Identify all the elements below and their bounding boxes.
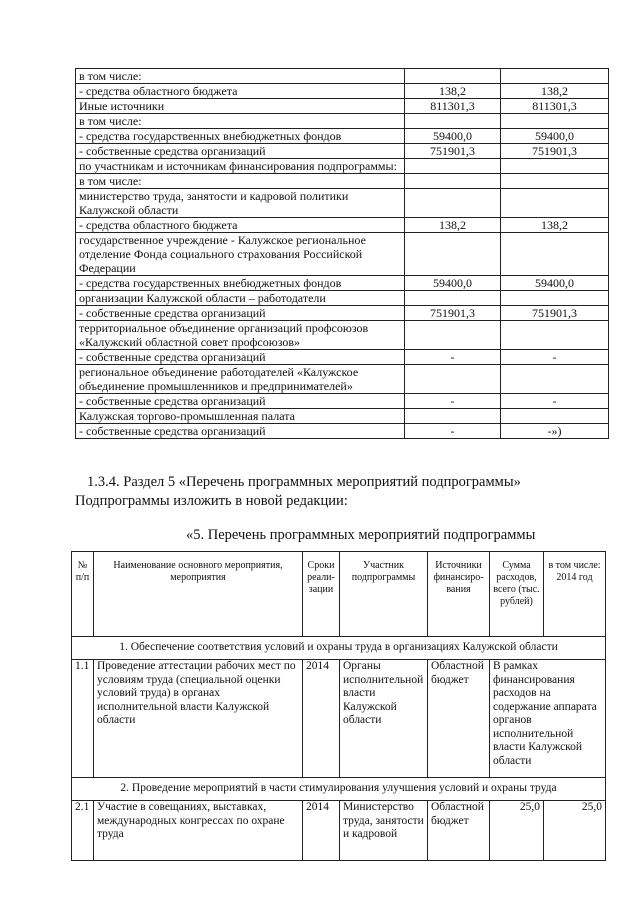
row-source: Областной бюджет	[428, 660, 490, 778]
row-value-total	[405, 189, 501, 218]
row-value-2014	[501, 69, 609, 84]
row-value-2014	[501, 174, 609, 189]
table-row	[76, 424, 609, 439]
row-term: 2014	[303, 801, 340, 861]
table-row	[76, 114, 609, 129]
row-label: территориальное объединение организаций профсоюзов «Калужский областной совет профсоюзов»	[76, 321, 405, 350]
section-heading: «5. Перечень программных мероприятий подпрограммы	[186, 527, 536, 543]
row-label: в том числе:	[76, 69, 405, 84]
row-value-2014: 751901,3	[501, 144, 609, 159]
row-value-2014: 59400,0	[501, 276, 609, 291]
row-amount: В рамках финансирования расходов на содержание аппарата органов исполнительной власти Калужской области	[490, 660, 606, 778]
row-value-total	[405, 114, 501, 129]
row-value-2014	[501, 114, 609, 129]
table-row	[72, 660, 606, 778]
row-label: - средства областного бюджета	[76, 84, 405, 99]
row-label: - средства областного бюджета	[76, 218, 405, 233]
row-value-total	[405, 69, 501, 84]
row-source: Областной бюджет	[428, 801, 490, 861]
col-header-participant: Участник подпрограммы	[340, 552, 428, 637]
table-row	[76, 159, 609, 174]
row-value-2014	[501, 189, 609, 218]
row-label: - собственные средства организаций	[76, 306, 405, 321]
row-value-total	[405, 365, 501, 394]
row-value-total	[405, 291, 501, 306]
row-value-2014	[501, 365, 609, 394]
table-row	[76, 144, 609, 159]
table-header-row	[72, 552, 606, 637]
table-row	[76, 409, 609, 424]
table-row	[76, 69, 609, 84]
row-label: министерство труда, занятости и кадровой политики Калужской области	[76, 189, 405, 218]
row-name: Проведение аттестации рабочих мест по условиям труда (специальной оценки условий труда) в органах исполнительной власти Калужской области	[94, 660, 303, 778]
row-label: Калужская торгово-промышленная палата	[76, 409, 405, 424]
row-value-2014: -»)	[501, 424, 609, 439]
row-participant: Органы исполнительной власти Калужской области	[340, 660, 428, 778]
section-row	[72, 778, 606, 801]
row-participant: Министерство труда, занятости и кадровой	[340, 801, 428, 861]
row-label: - средства государственных внебюджетных фондов	[76, 276, 405, 291]
table-row	[76, 276, 609, 291]
col-header-name: Наименование основного мероприятия, мероприятия	[94, 552, 303, 637]
table-row	[76, 174, 609, 189]
table-row	[76, 365, 609, 394]
col-header-total: Сумма расходов, всего (тыс. рублей)	[490, 552, 544, 637]
row-value-total	[405, 321, 501, 350]
row-term: 2014	[303, 660, 340, 778]
row-total: 25,0	[490, 801, 544, 861]
table-row	[76, 291, 609, 306]
row-label: - собственные средства организаций	[76, 144, 405, 159]
row-value-2014: 751901,3	[501, 306, 609, 321]
row-value-total: 138,2	[405, 218, 501, 233]
row-value-total: 59400,0	[405, 276, 501, 291]
row-value-2014: 138,2	[501, 218, 609, 233]
section-title: 2. Проведение мероприятий в части стимулирования улучшения условий и охраны труда	[72, 778, 606, 801]
table-row	[76, 189, 609, 218]
row-value-2014: -	[501, 350, 609, 365]
row-label: государственное учреждение - Калужское региональное отделение Фонда социального страхования Российской Федерации	[76, 233, 405, 276]
row-value-total	[405, 233, 501, 276]
row-value-total: -	[405, 350, 501, 365]
row-value-2014	[501, 291, 609, 306]
row-value-2014: 138,2	[501, 84, 609, 99]
row-value-total: 751901,3	[405, 306, 501, 321]
table-row	[76, 233, 609, 276]
row-value-total: 138,2	[405, 84, 501, 99]
row-value-total	[405, 174, 501, 189]
row-value-total: 811301,3	[405, 99, 501, 114]
row-value-2014	[501, 409, 609, 424]
row-value-total	[405, 159, 501, 174]
row-name: Участие в совещаниях, выставках, международных конгрессах по охране труда	[94, 801, 303, 861]
row-label: организации Калужской области – работодатели	[76, 291, 405, 306]
amendment-paragraph: 1.3.4. Раздел 5 «Перечень программных мероприятий подпрограммы» Подпрограммы изложить в новой редакции:	[75, 474, 521, 509]
row-label: - собственные средства организаций	[76, 350, 405, 365]
col-header-2014: в том числе: 2014 год	[544, 552, 606, 637]
table-row	[76, 99, 609, 114]
row-label: Иные источники	[76, 99, 405, 114]
row-value-total: -	[405, 424, 501, 439]
row-label: - собственные средства организаций	[76, 394, 405, 409]
funding-table	[75, 68, 609, 439]
row-num: 2.1	[72, 801, 94, 861]
row-value-2014: -	[501, 394, 609, 409]
row-label: региональное объединение работодателей «Калужское объединение промышленников и предпринимателей»	[76, 365, 405, 394]
row-label: в том числе:	[76, 174, 405, 189]
table-row	[76, 350, 609, 365]
row-value-total	[405, 409, 501, 424]
table-row	[76, 306, 609, 321]
row-value-2014: 59400,0	[501, 129, 609, 144]
col-header-source: Источники финансиро-вания	[428, 552, 490, 637]
row-value-total: 59400,0	[405, 129, 501, 144]
row-label: по участникам и источникам финансирования подпрограммы:	[76, 159, 405, 174]
row-label: - собственные средства организаций	[76, 424, 405, 439]
row-value-total: 751901,3	[405, 144, 501, 159]
table-row	[76, 129, 609, 144]
table-row	[76, 321, 609, 350]
section-row	[72, 637, 606, 660]
row-value-2014	[501, 321, 609, 350]
table-row	[72, 801, 606, 861]
col-header-num: № п/п	[72, 552, 94, 637]
row-value-2014	[501, 233, 609, 276]
row-value-2014	[501, 159, 609, 174]
row-num: 1.1	[72, 660, 94, 778]
section-title: 1. Обеспечение соответствия условий и охраны труда в организациях Калужской области	[72, 637, 606, 660]
row-label: в том числе:	[76, 114, 405, 129]
row-2014: 25,0	[544, 801, 606, 861]
measures-table	[71, 551, 606, 861]
col-header-term: Сроки реали-зации	[303, 552, 340, 637]
table-row	[76, 394, 609, 409]
table-row	[76, 218, 609, 233]
row-label: - средства государственных внебюджетных фондов	[76, 129, 405, 144]
row-value-2014: 811301,3	[501, 99, 609, 114]
table-row	[76, 84, 609, 99]
row-value-total: -	[405, 394, 501, 409]
